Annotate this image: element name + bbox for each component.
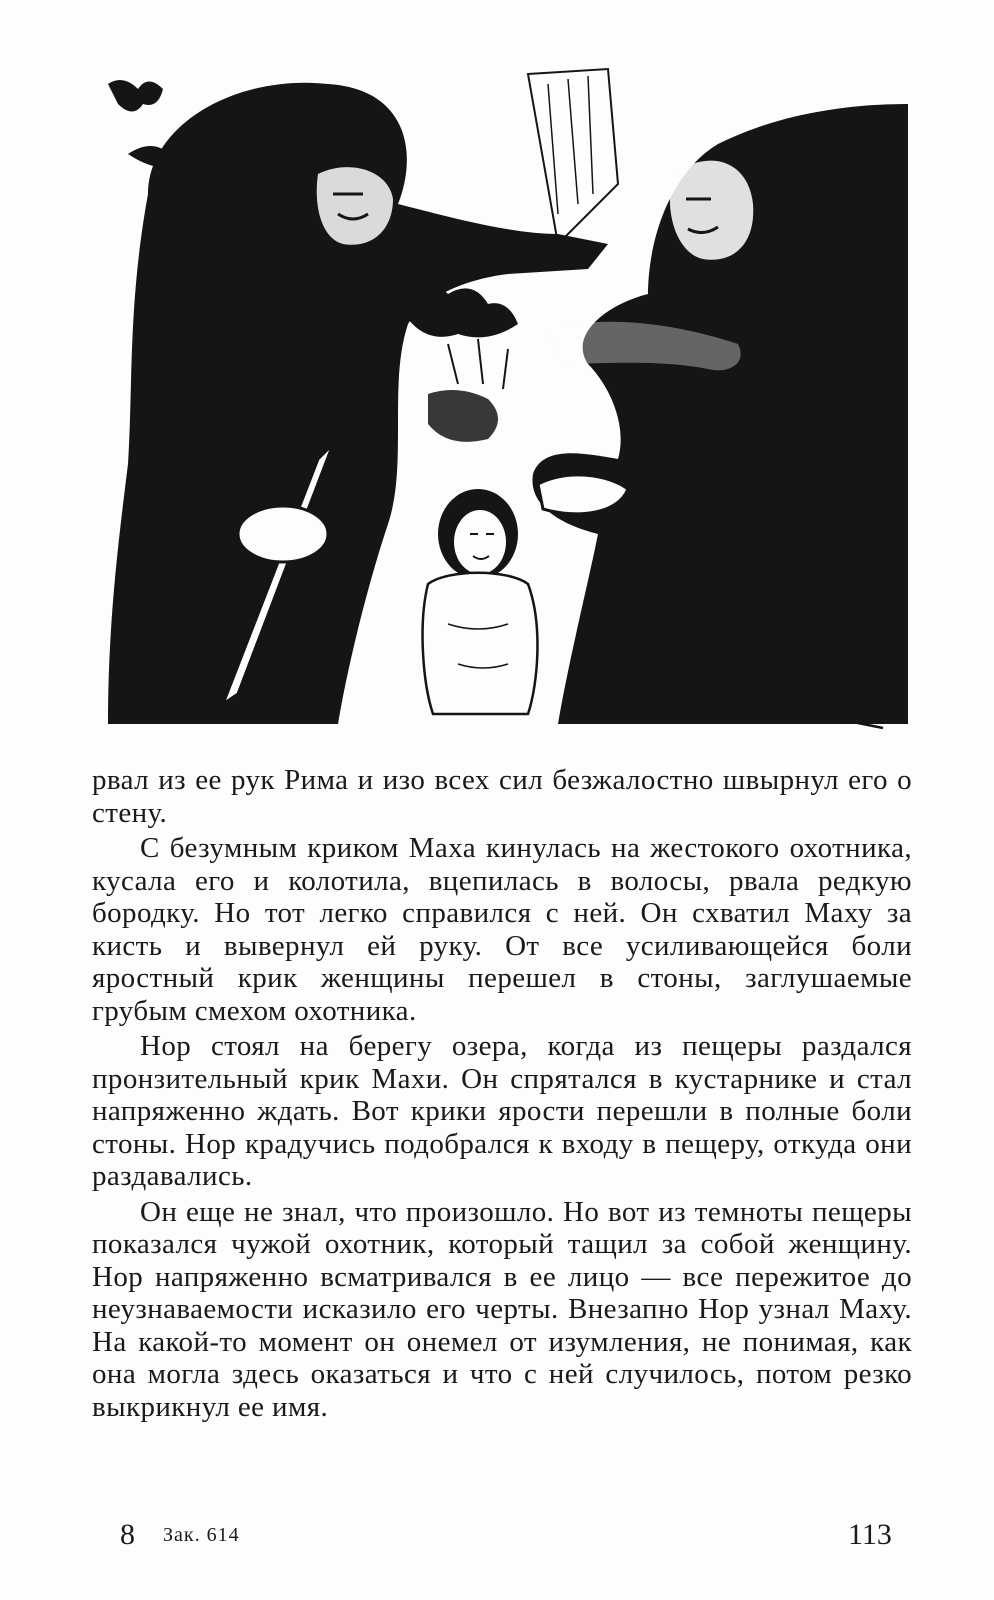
signature-mark: 8 bbox=[120, 1518, 135, 1551]
paragraph: С безумным криком Маха кинулась на жестокого охотника, кусала его и колотила, вцепилась в волосы, рвала редкую бородку. Но тот легко справился с ней. Он схватил Маху за кисть и вывернул ей руку. От все усиливающейся боли яростный крик женщины перешел в стоны, заглушаемые грубым смехом охотника. bbox=[92, 832, 912, 1027]
page-number: 113 bbox=[848, 1518, 892, 1551]
neanderthal-fight-illustration-icon bbox=[88, 64, 910, 736]
paragraph: Он еще не знал, что произошло. Но вот из темноты пещеры показался чужой охотник, который тащил за собой женщину. Нор напряженно всматривался в ее лицо — все пережитое до неузнаваемости исказило его черты. Внезапно Нор узнал Маху. На какой-то момент он онемел от изумления, не понимая, как она могла здесь оказаться и что с ней случилось, потом резко выкрикнул ее имя. bbox=[92, 1195, 912, 1423]
paragraph: рвал из ее рук Рима и изо всех сил безжалостно швырнул его о стену. bbox=[92, 764, 912, 829]
order-code: Зак. 614 bbox=[163, 1524, 240, 1546]
paragraph: Нор стоял на берегу озера, когда из пещеры раздался пронзительный крик Махи. Он спрятался в кустарнике и стал напряженно ждать. Вот крики ярости перешли в полные боли стоны. Нор крадучись подобрался к входу в пещеру, откуда они раздавались. bbox=[92, 1030, 912, 1192]
body-text bbox=[92, 764, 912, 1423]
page-footer bbox=[0, 1518, 994, 1558]
